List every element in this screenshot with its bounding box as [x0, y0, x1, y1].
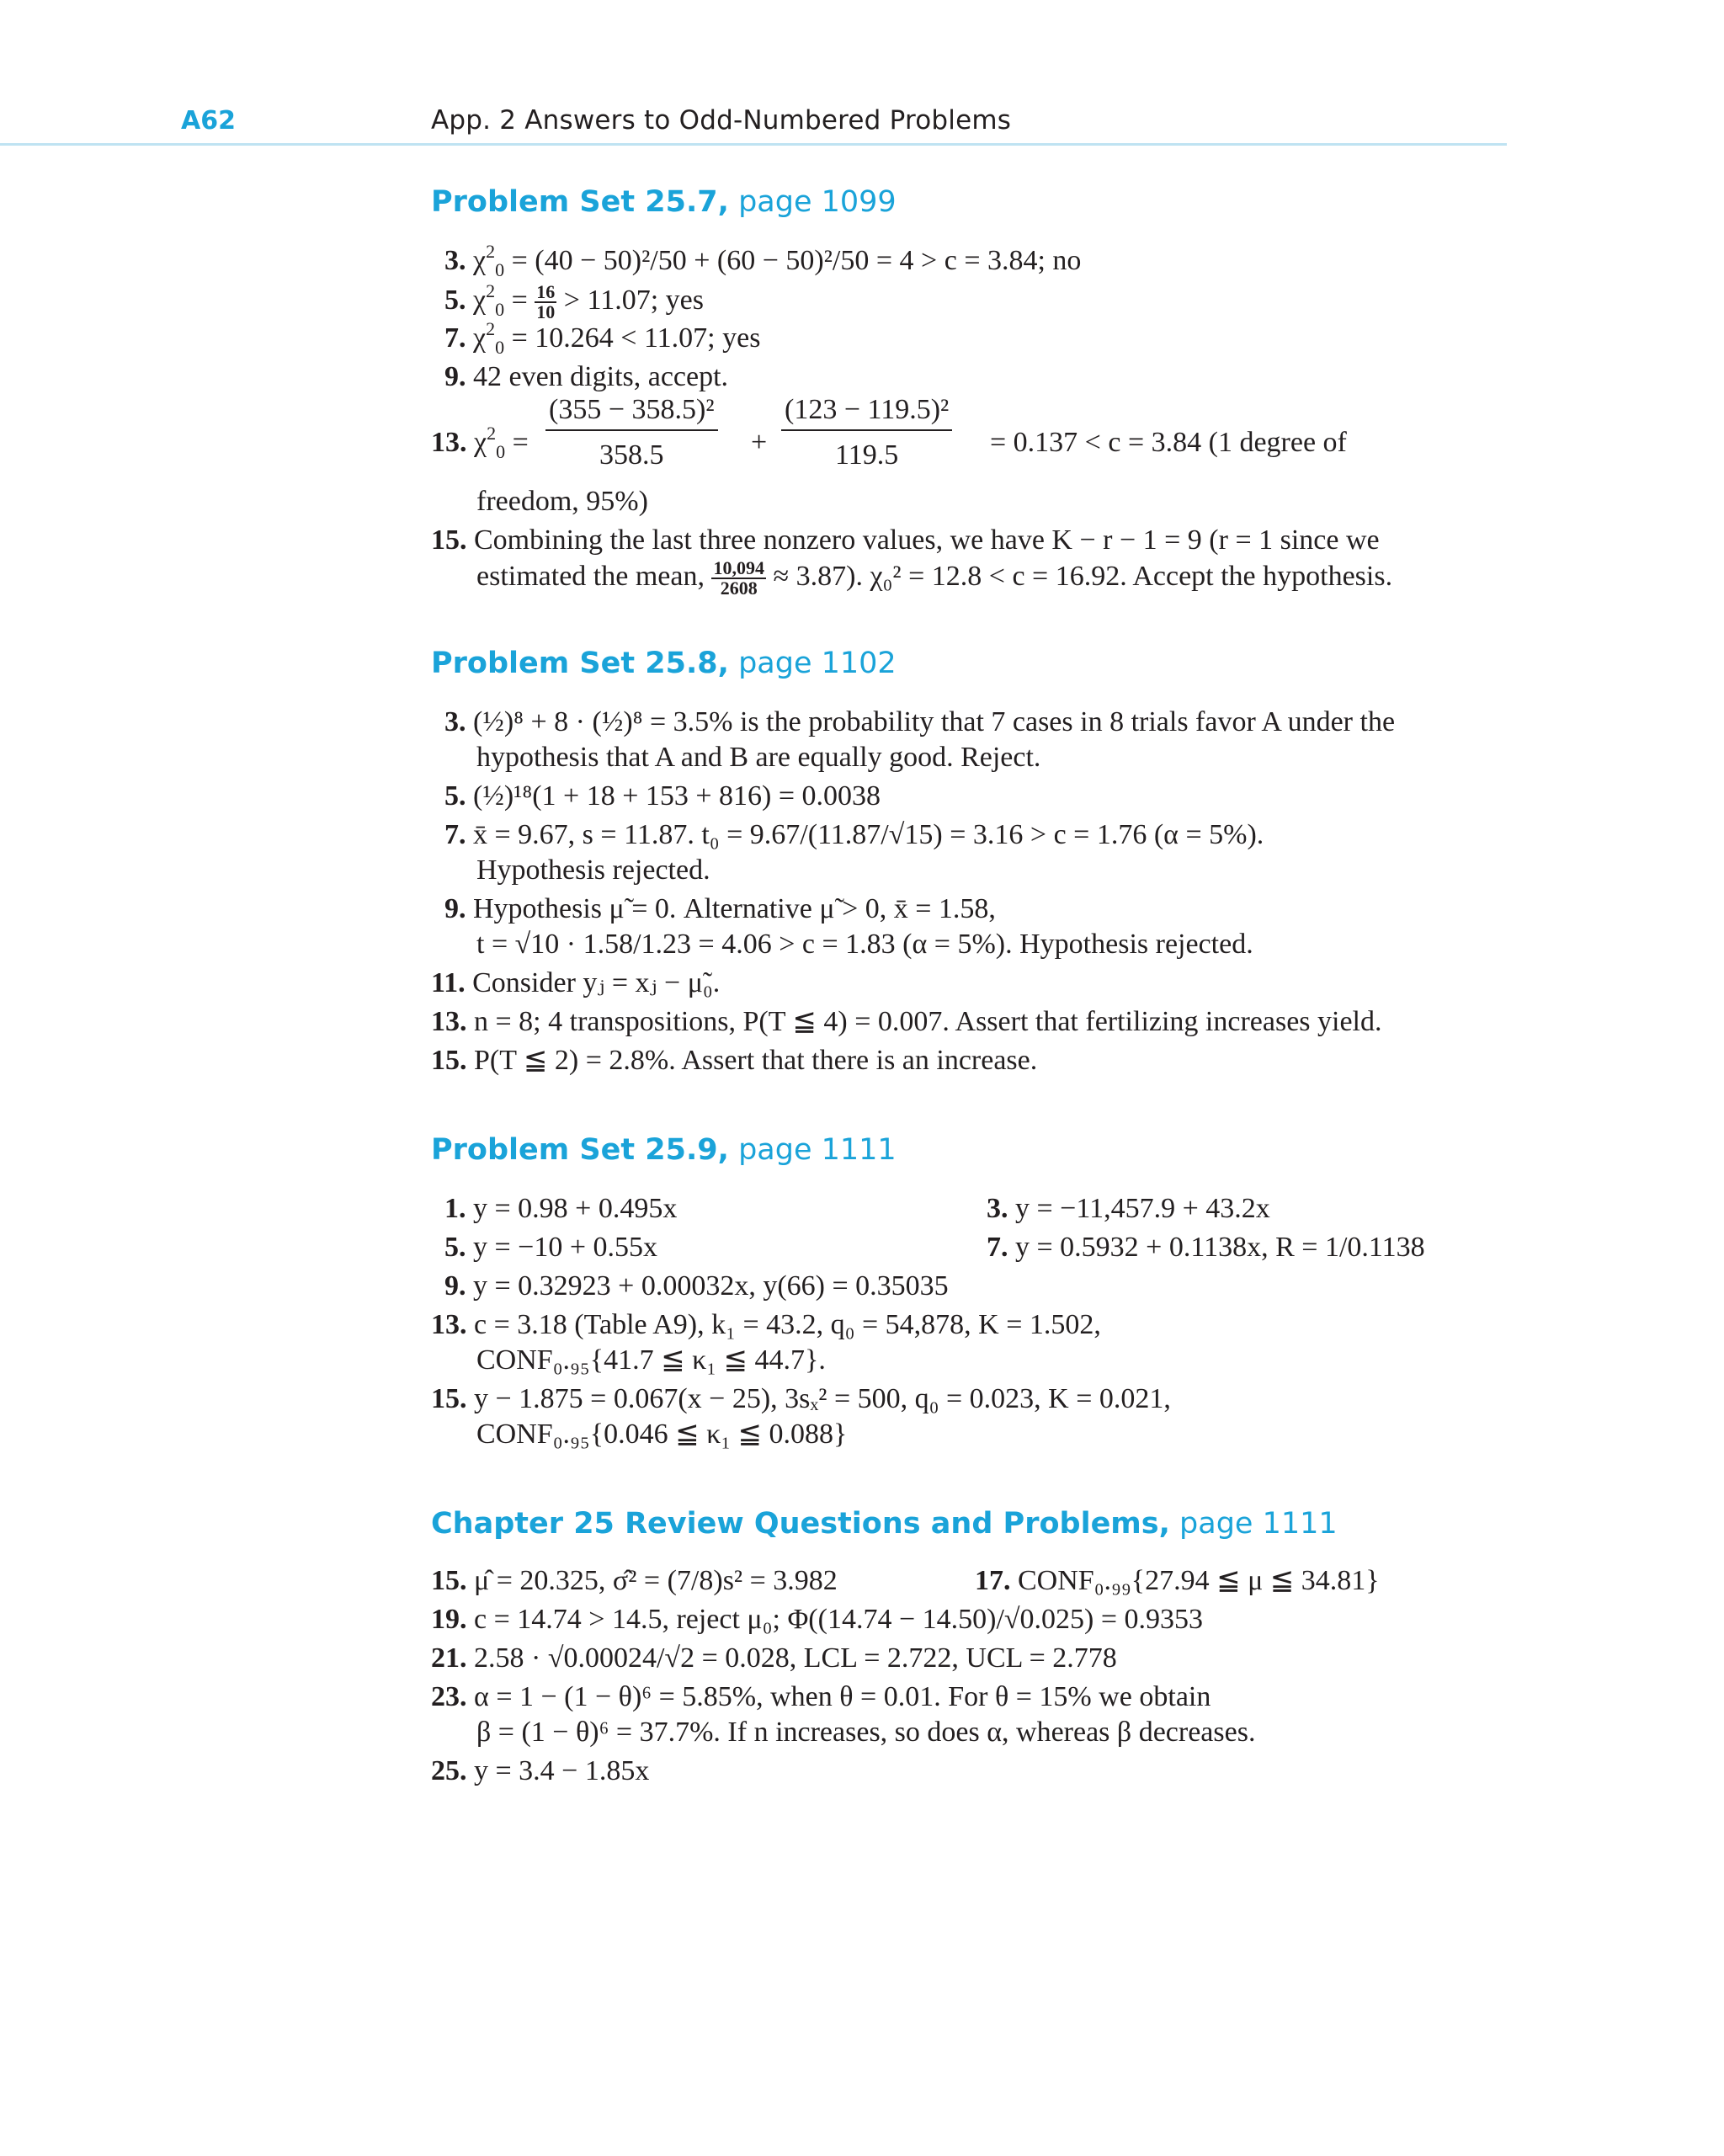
answer-25-9-7: 7. y = 0.5932 + 0.1138x, R = 1/0.1138 [987, 1232, 1425, 1263]
answer-25-9-9: 9. y = 0.32923 + 0.00032x, y(66) = 0.35035 [444, 1270, 949, 1302]
answer-25-8-3-line1: 3. (½)⁸ + 8 · (½)⁸ = 3.5% is the probability that 7 cases in 8 trials favor A under the [444, 706, 1396, 737]
answer-25-9-15-line1: 15. y − 1.875 = 0.067(x − 25), 3sₓ² = 500, q₀ = 0.023, K = 0.021, [431, 1383, 1171, 1414]
answer-25-8-7-line1: 7. x̄ = 9.67, s = 11.87. t₀ = 9.67/(11.87/√15) = 3.16 > c = 1.76 (α = 5%). [444, 819, 1264, 850]
answer-25-7-13-result: = 0.137 < c = 3.84 (1 degree of [990, 427, 1347, 458]
answer-25-7-13-label: 13. $\chi^2_0$ = [431, 423, 529, 462]
answer-25-8-9-line2: t = √10 · 1.58/1.23 = 4.06 > c = 1.83 (α = 5%). Hypothesis rejected. [476, 929, 1253, 960]
answer-25-7-15-line2: estimated the mean, $\frac{10,094}{2608}$ ≈ 3.87). χ₀² = 12.8 < c = 16.92. Accept the hypothesis. [476, 557, 1393, 599]
answer-25-7-5: 5. $\chi^2_0$ = $\frac{16}{10}$ > 11.07; yes [444, 279, 704, 322]
answer-25-7-7: 7. $\chi^2_0 = 10.264 < 11.07$; yes [444, 318, 761, 358]
answer-25-9-5: 5. y = −10 + 0.55x [444, 1232, 658, 1263]
answer-review-15: 15. μ̂ = 20.325, σ̂² = (7/8)s² = 3.982 [431, 1565, 838, 1596]
answer-review-23-line1: 23. α = 1 − (1 − θ)⁶ = 5.85%, when θ = 0.01. For θ = 15% we obtain [431, 1681, 1211, 1712]
answer-review-17: 17. CONF₀.₉₉{27.94 ≦ μ ≦ 34.81} [975, 1565, 1380, 1596]
answer-25-9-1: 1. y = 0.98 + 0.495x [444, 1193, 678, 1224]
answer-25-7-15-line1: 15. Combining the last three nonzero values, we have K − r − 1 = 9 (r = 1 since we [431, 524, 1380, 556]
answer-25-9-13-line1: 13. c = 3.18 (Table A9), k₁ = 43.2, q₀ = 54,878, K = 1.502, [431, 1309, 1101, 1340]
page-number: A62 [181, 106, 236, 136]
answer-25-7-9: 9. 42 even digits, accept. [444, 361, 729, 392]
answer-review-19: 19. c = 14.74 > 14.5, reject μ₀; Φ((14.74 − 14.50)/√0.025) = 0.9353 [431, 1604, 1204, 1635]
answer-25-8-7-line2: Hypothesis rejected. [476, 854, 710, 886]
answer-25-7-13-fraction-2: (123 − 119.5)² 119.5 [781, 394, 952, 471]
answer-25-9-15-line2: CONF₀.₉₅{0.046 ≦ κ₁ ≦ 0.088} [476, 1419, 848, 1450]
section-title-25-9: Problem Set 25.9, page 1111 [431, 1133, 897, 1167]
answer-25-9-3: 3. y = −11,457.9 + 43.2x [987, 1193, 1270, 1224]
answer-25-9-13-line2: CONF₀.₉₅{41.7 ≦ κ₁ ≦ 44.7}. [476, 1344, 826, 1376]
answer-review-21: 21. 2.58 · √0.00024/√2 = 0.028, LCL = 2.722, UCL = 2.778 [431, 1642, 1117, 1674]
answer-review-25: 25. y = 3.4 − 1.85x [431, 1755, 650, 1786]
section-title-25-7: Problem Set 25.7, page 1099 [431, 185, 897, 219]
running-head: App. 2 Answers to Odd-Numbered Problems [431, 105, 1012, 136]
answer-25-7-13-fraction-1: (355 − 358.5)² 358.5 [545, 394, 718, 471]
answer-25-8-15: 15. P(T ≦ 2) = 2.8%. Assert that there is an increase. [431, 1045, 1038, 1076]
answer-25-8-13: 13. n = 8; 4 transpositions, P(T ≦ 4) = 0.007. Assert that fertilizing increases yield. [431, 1006, 1382, 1037]
answer-25-7-13-cont: freedom, 95%) [476, 486, 648, 517]
answer-25-8-3-line2: hypothesis that A and B are equally good. Reject. [476, 742, 1041, 773]
answer-25-7-13-plus: + [751, 427, 768, 458]
section-title-chapter-25-review: Chapter 25 Review Questions and Problems, page 1111 [431, 1507, 1338, 1541]
section-title-25-8: Problem Set 25.8, page 1102 [431, 647, 897, 680]
answer-25-8-9-line1: 9. Hypothesis μ̃ = 0. Alternative μ̃ > 0, x̄ = 1.58, [444, 893, 996, 924]
answer-25-8-5: 5. (½)¹⁸(1 + 18 + 153 + 816) = 0.0038 [444, 780, 881, 812]
answer-review-23-line2: β = (1 − θ)⁶ = 37.7%. If n increases, so does α, whereas β decreases. [476, 1717, 1256, 1748]
answer-25-7-3: 3. $\chi^2_0 = (40 - 50)^2/50 + (60 - 50)^2/50 = 4 > c = 3.84$; no [444, 241, 1082, 280]
answer-25-8-11: 11. Consider yⱼ = xⱼ − μ̃₀. [431, 967, 721, 998]
